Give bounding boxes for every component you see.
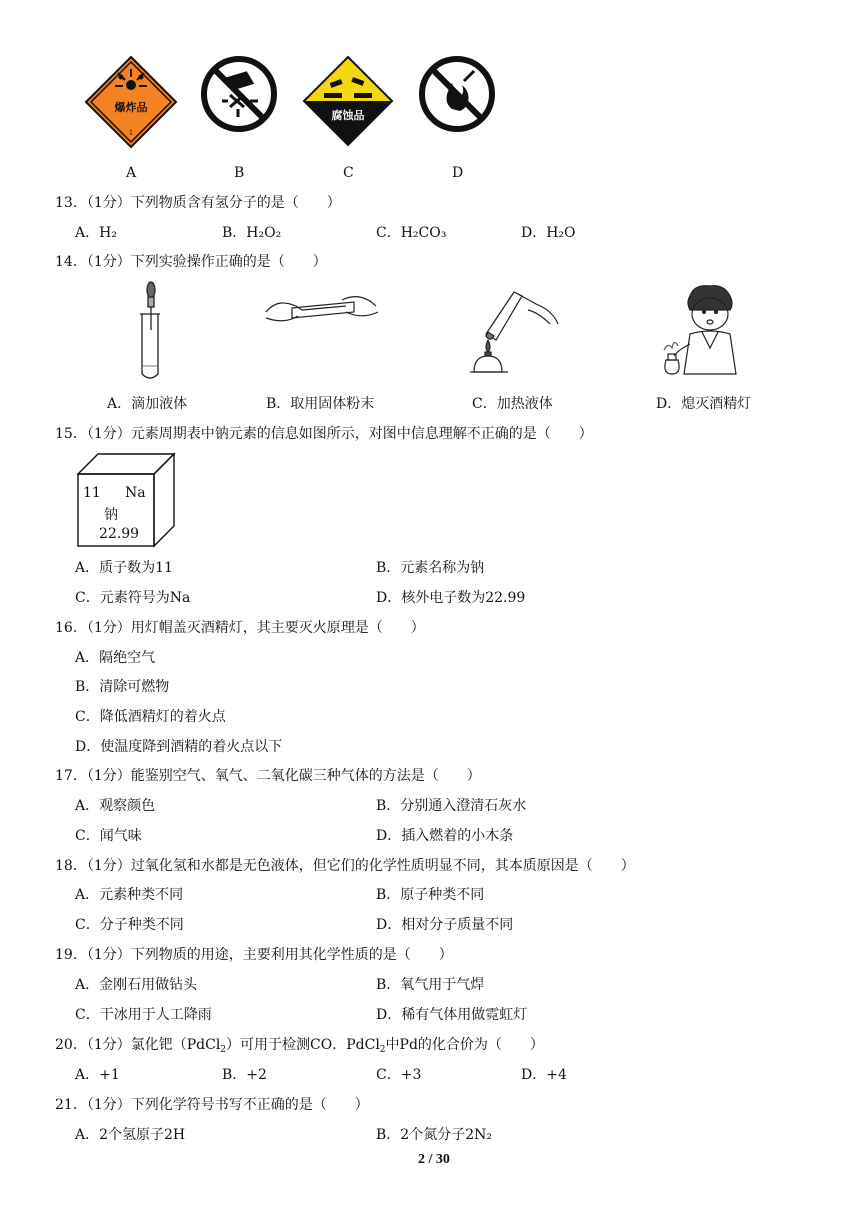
- q21-option-a: A．2个氢原子2H: [75, 1127, 186, 1143]
- no-dumping-sign-icon: [200, 55, 278, 133]
- q17-option-c: C．闻气味: [75, 828, 142, 844]
- sign-label-a: A: [126, 165, 137, 181]
- q19-stem: 19．（1分）下列物质的用途，主要利用其化学性质的是（ ）: [55, 947, 453, 963]
- q16-option-c: C．降低酒精灯的着火点: [75, 709, 226, 725]
- q16-stem: 16．（1分）用灯帽盖灭酒精灯，其主要灭火原理是（ ）: [55, 620, 425, 636]
- element-number: 11: [83, 485, 101, 501]
- q15-option-c: C．元素符号为Na: [75, 590, 191, 606]
- svg-text:1: 1: [128, 129, 134, 137]
- extinguish-lamp-boy-illustration: [660, 284, 750, 376]
- page-number: 2 / 30: [418, 1152, 450, 1167]
- powder-sampling-illustration: [262, 290, 382, 330]
- q13-option-a: A．H₂: [75, 225, 117, 241]
- q13-stem: 13．（1分）下列物质含有氢分子的是（ ）: [55, 195, 341, 211]
- q18-option-a: A．元素种类不同: [75, 887, 184, 903]
- q14-option-c: C．加热液体: [472, 396, 553, 412]
- element-symbol: Na: [125, 485, 146, 501]
- sign-label-d: D: [452, 165, 464, 181]
- q18-stem: 18．（1分）过氧化氢和水都是无色液体，但它们的化学性质明显不同，其本质原因是（ ）: [55, 858, 635, 874]
- element-mass: 22.99: [99, 526, 140, 542]
- q13-option-b: B．H₂O₂: [222, 225, 282, 241]
- element-name: 钠: [104, 507, 118, 523]
- q21-stem: 21．（1分）下列化学符号书写不正确的是（ ）: [55, 1097, 369, 1113]
- q13-option-c: C．H₂CO₃: [376, 225, 447, 241]
- q18-option-d: D．相对分子质量不同: [376, 917, 514, 933]
- q17-option-d: D．插入燃着的小木条: [376, 828, 514, 844]
- q15-stem: 15．（1分）元素周期表中钠元素的信息如图所示，对图中信息理解不正确的是（ ）: [55, 426, 593, 442]
- q17-option-a: A．观察颜色: [75, 798, 156, 814]
- q19-option-a: A．金刚石用做钻头: [75, 977, 198, 993]
- q14-stem: 14．（1分）下列实验操作正确的是（ ）: [55, 254, 327, 270]
- sign-label-b: B: [234, 165, 245, 181]
- q20-option-a: A．+1: [75, 1067, 120, 1083]
- no-fire-sign-icon: [418, 55, 496, 133]
- heating-liquid-illustration: [466, 284, 566, 376]
- q13-option-d: D．H₂O: [521, 225, 576, 241]
- q20-stem: 20．（1分）氯化钯（PdCl$_2$）可用于检测CO．PdCl$_2$中Pd的化合价为（ ）: [55, 1037, 544, 1055]
- q20-option-b: B．+2: [222, 1067, 267, 1083]
- corrosive-sign-text: 腐蚀品: [331, 109, 365, 122]
- q18-option-b: B．原子种类不同: [376, 887, 485, 903]
- q14-option-a: A．滴加液体: [107, 396, 188, 412]
- q17-stem: 17．（1分）能鉴别空气、氧气、二氧化碳三种气体的方法是（ ）: [55, 768, 481, 784]
- q15-option-d: D．核外电子数为22.99: [376, 590, 526, 606]
- q19-option-b: B．氧气用于气焊: [376, 977, 485, 993]
- q16-option-a: A．隔绝空气: [75, 650, 156, 666]
- q14-option-b: B．取用固体粉末: [266, 396, 375, 412]
- q20-option-c: C．+3: [376, 1067, 422, 1083]
- q14-option-d: D．熄灭酒精灯: [656, 396, 752, 412]
- q17-option-b: B．分别通入澄清石灰水: [376, 798, 527, 814]
- q19-option-d: D．稀有气体用做霓虹灯: [376, 1007, 528, 1023]
- q18-option-c: C．分子种类不同: [75, 917, 184, 933]
- q19-option-c: C．干冰用于人工降雨: [75, 1007, 212, 1023]
- q16-option-b: B．清除可燃物: [75, 679, 170, 695]
- dropper-test-tube-illustration: [130, 280, 170, 382]
- sign-label-c: C: [343, 165, 354, 181]
- q21-option-b: B．2个氮分子2N₂: [376, 1127, 492, 1143]
- q16-option-d: D．使温度降到酒精的着火点以下: [75, 739, 283, 755]
- q20-option-d: D．+4: [521, 1067, 567, 1083]
- q15-option-a: A．质子数为11: [75, 560, 173, 576]
- explosive-sign-text: 爆炸品: [114, 101, 148, 114]
- explosive-sign-icon: [84, 55, 178, 149]
- q15-option-b: B．元素名称为钠: [376, 560, 485, 576]
- corrosive-sign-icon: [302, 55, 394, 147]
